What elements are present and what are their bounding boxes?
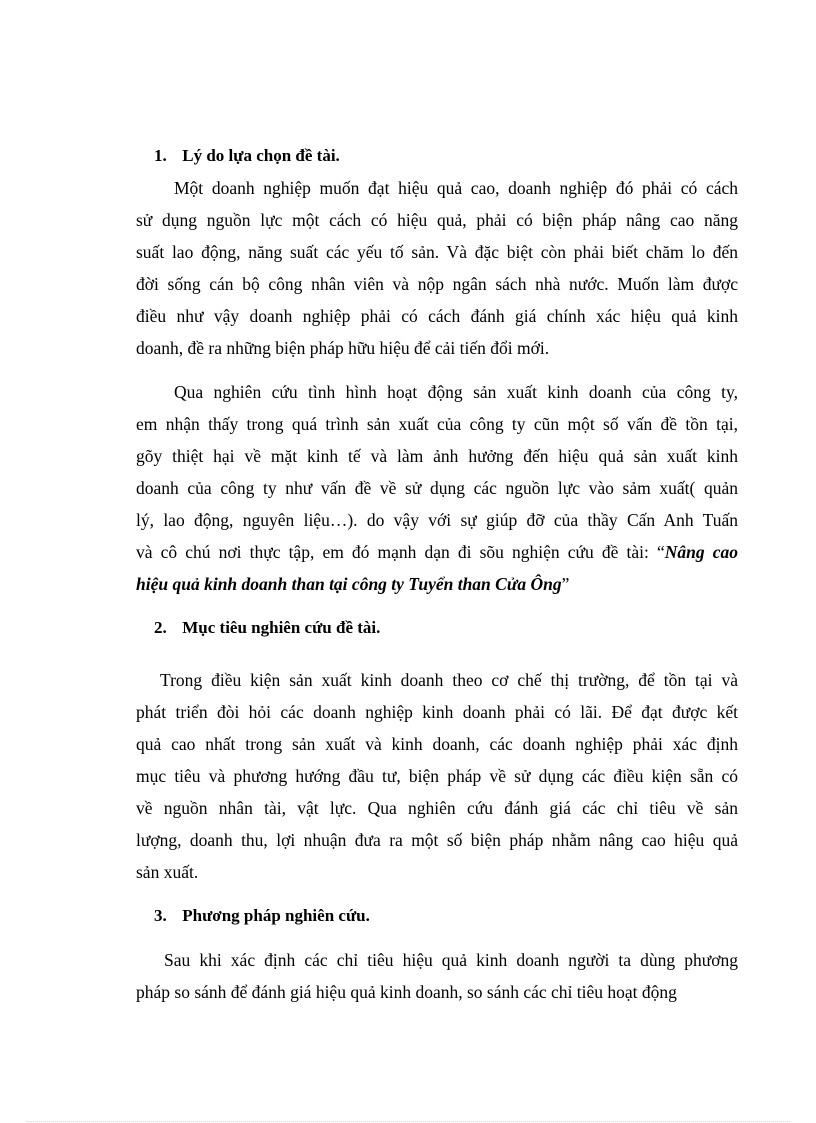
text-line: gõy thiệt hại về mặt kinh tế và làm ảnh hưởng đến hiệu quả sản xuất kinh bbox=[136, 446, 738, 466]
section-2-number: 2. bbox=[154, 618, 167, 637]
section-3-paragraph-1 bbox=[136, 944, 738, 1008]
text-line-with-topic bbox=[136, 536, 738, 568]
text-line: doanh của công ty như vấn đề về sử dụng các nguồn lực vào sảm xuất( quản bbox=[136, 478, 738, 498]
topic-title-line bbox=[136, 568, 738, 600]
section-3-number: 3. bbox=[154, 906, 167, 925]
text-line: doanh, đề ra những biện pháp hữu hiệu để cải tiến đổi mới. bbox=[136, 338, 550, 358]
text-line: mục tiêu và phương hướng đầu tư, biện pháp về sử dụng các điều kiện sẵn có bbox=[136, 766, 738, 786]
text-line: quả cao nhất trong sản xuất và kinh doanh, các doanh nghiệp phải xác định bbox=[136, 734, 738, 754]
section-3-heading bbox=[154, 900, 738, 932]
text-line: phát triển đòi hỏi các doanh nghiệp kinh doanh phải có lãi. Để đạt được kết bbox=[136, 702, 738, 722]
section-1-paragraph-1 bbox=[136, 172, 738, 364]
text-line: em nhận thấy trong quá trình sản xuất của công ty cũn một số vấn đề tồn tại, bbox=[136, 414, 738, 434]
text-line: suất lao động, năng suất các yếu tố sản. Và đặc biệt còn phải biết chăm lo đến bbox=[136, 242, 738, 262]
text-line: về nguồn nhân tài, vật lực. Qua nghiên cứu đánh giá các chỉ tiêu về sản bbox=[136, 798, 738, 818]
section-3-title: Phương pháp nghiên cứu. bbox=[182, 906, 370, 925]
page-bottom-divider bbox=[26, 1121, 790, 1122]
section-1-number: 1. bbox=[154, 146, 167, 165]
section-2-title: Mục tiêu nghiên cứu đề tài. bbox=[182, 618, 381, 637]
text-line: lượng, doanh thu, lợi nhuận đưa ra một số biện pháp nhằm nâng cao hiệu quả bbox=[136, 830, 738, 850]
text-line-lead: và cô chú nơi thực tập, em đó mạnh dạn đi sõu nghiện cứu đề tài: “ bbox=[136, 542, 665, 562]
text-line: pháp so sánh để đánh giá hiệu quả kinh doanh, so sánh các chỉ tiêu hoạt động bbox=[136, 982, 677, 1002]
text-line: Qua nghiên cứu tình hình hoạt động sản xuất kinh doanh của công ty, bbox=[174, 382, 738, 402]
text-line: sản xuất. bbox=[136, 862, 199, 882]
closing-quote: ” bbox=[561, 574, 570, 594]
section-2-paragraph-1 bbox=[136, 664, 738, 888]
topic-title-part-1: Nâng cao bbox=[664, 542, 738, 562]
text-line: lý, lao động, nguyên liệu…). do vậy với sự giúp đỡ của thầy Cấn Anh Tuấn bbox=[136, 510, 738, 530]
text-line: điều như vậy doanh nghiệp phải có cách đánh giá chính xác hiệu quả kinh bbox=[136, 306, 738, 326]
section-1-heading bbox=[154, 140, 738, 172]
section-1-paragraph-2 bbox=[136, 376, 738, 600]
document-body bbox=[136, 140, 738, 1008]
text-line: Trong điều kiện sản xuất kinh doanh theo cơ chế thị trường, để tồn tại và bbox=[160, 670, 738, 690]
section-2-heading bbox=[154, 612, 738, 644]
text-line: Sau khi xác định các chỉ tiêu hiệu quả kinh doanh người ta dùng phương bbox=[164, 950, 738, 970]
text-line: đời sống cán bộ công nhân viên và nộp ngân sách nhà nước. Muốn làm được bbox=[136, 274, 738, 294]
text-line: sử dụng nguồn lực một cách có hiệu quả, phải có biện pháp nâng cao năng bbox=[136, 210, 738, 230]
text-line: Một doanh nghiệp muốn đạt hiệu quả cao, doanh nghiệp đó phải có cách bbox=[174, 178, 738, 198]
topic-title-part-2: hiệu quả kinh doanh than tại công ty Tuyển than Cửa Ông bbox=[136, 574, 562, 594]
section-1-title: Lý do lựa chọn đề tài. bbox=[182, 146, 340, 165]
